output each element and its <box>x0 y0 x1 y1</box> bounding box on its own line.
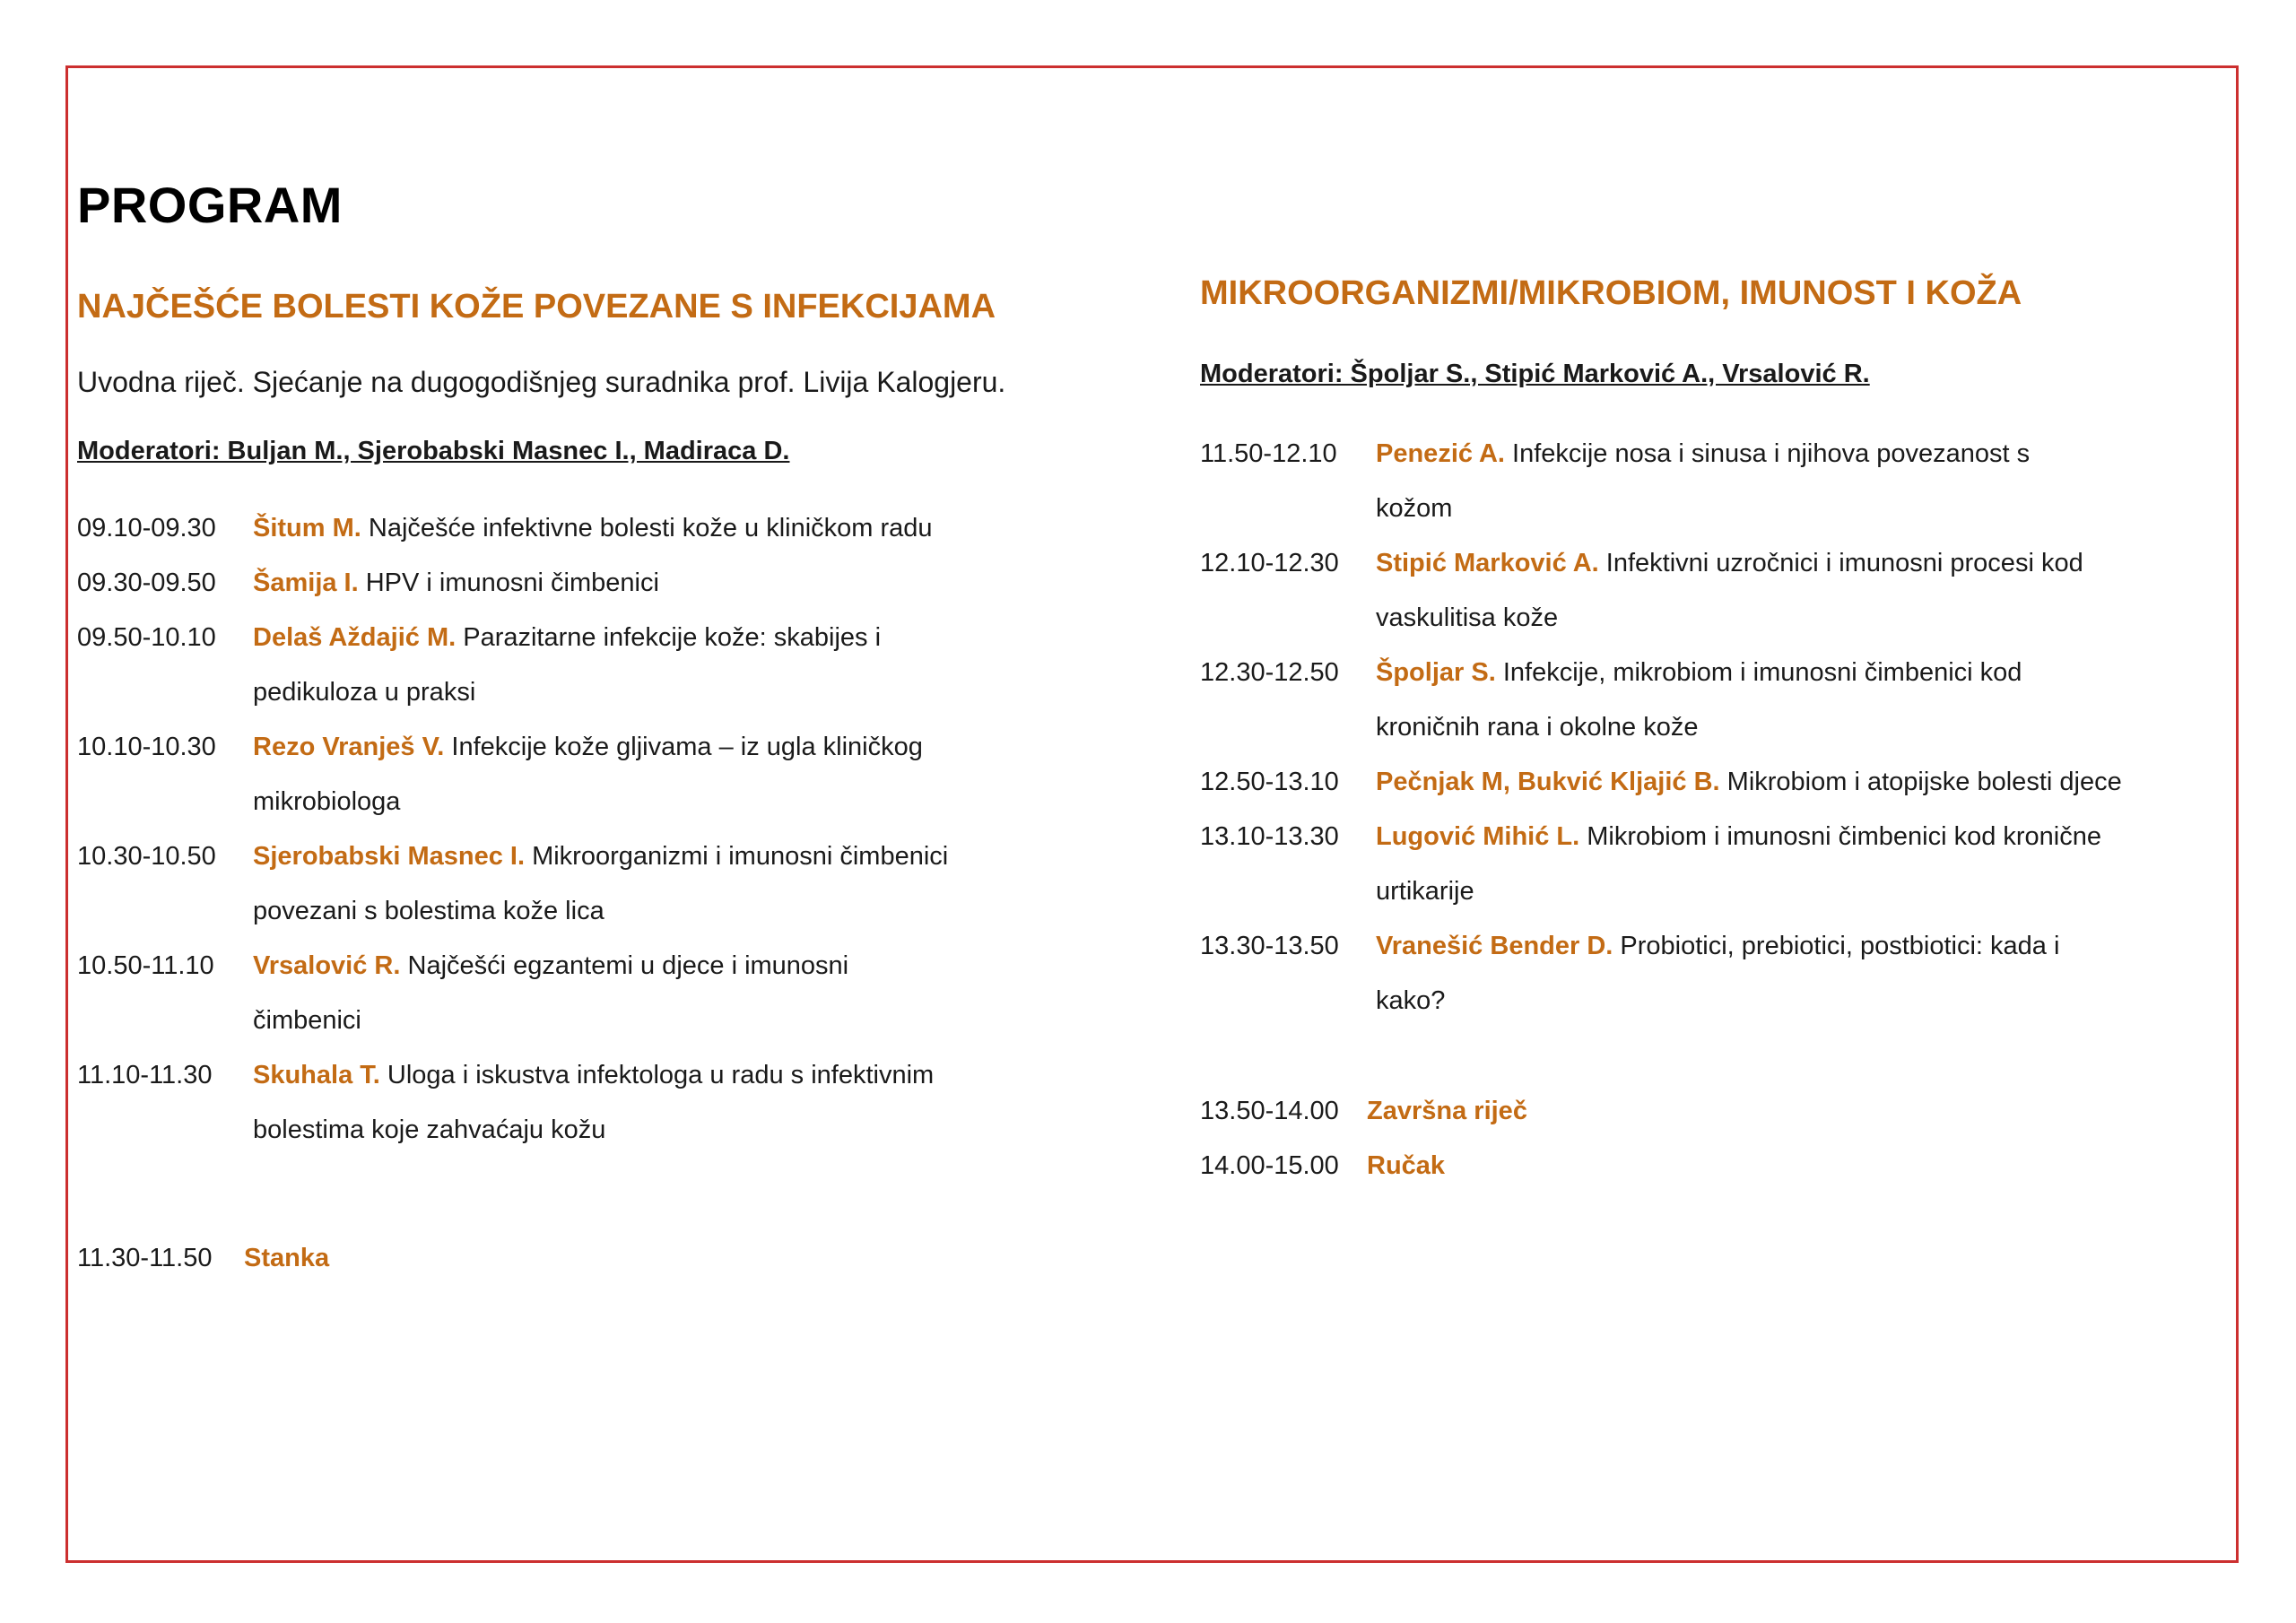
schedule-item <box>77 720 1153 829</box>
speaker-name: Lugović Mihić L. <box>1376 822 1580 852</box>
schedule-item <box>1200 755 2240 810</box>
schedule-time: 10.30-10.50 <box>77 841 216 871</box>
speaker-name: Šitum M. <box>253 513 361 542</box>
talk-topic: Mikrobiom i imunosni čimbenici kod kronične urtikarije <box>1376 822 2102 907</box>
schedule-time: 09.10-09.30 <box>77 513 216 542</box>
right-moderators: Moderatori: Špoljar S., Stipić Marković A., Vrsalović R. <box>1200 359 1870 388</box>
schedule-item <box>77 611 1153 720</box>
talk-topic: Mikroorganizmi i imunosni čimbenici povezani s bolestima kože lica <box>253 841 949 925</box>
schedule-time: 11.10-11.30 <box>77 1060 213 1089</box>
schedule-item <box>1200 646 2240 755</box>
schedule-time: 13.30-13.50 <box>1200 932 1339 961</box>
schedule-time: 09.30-09.50 <box>77 568 216 597</box>
closing-list <box>1200 1084 2240 1193</box>
schedule-item <box>1200 810 2240 919</box>
closing-label: Ručak <box>1367 1151 1446 1181</box>
talk-topic: Infekcije kože gljivama – iz ugla kliničkog mikrobiologa <box>253 732 923 816</box>
schedule-item <box>1200 536 2240 646</box>
speaker-name: Pečnjak M, Bukvić Kljajić B. <box>1376 768 1720 797</box>
break-label: Stanka <box>244 1243 330 1272</box>
right-schedule-list <box>1200 427 2240 1028</box>
schedule-time: 10.10-10.30 <box>77 732 216 761</box>
left-section-heading: NAJČEŠĆE BOLESTI KOŽE POVEZANE S INFEKCIJAMA <box>77 288 996 325</box>
talk-topic: Mikrobiom i atopijske bolesti djece <box>1726 768 2122 797</box>
talk-topic: Najčešći egzantemi u djece i imunosni čimbenici <box>253 950 849 1035</box>
schedule-item <box>77 939 1153 1048</box>
speaker-name: Delaš Aždajić M. <box>253 622 457 652</box>
talk-topic: HPV i imunosni čimbenici <box>365 568 659 597</box>
talk-topic: Probiotici, prebiotici, postbiotici: kada i kako? <box>1376 932 2060 1016</box>
speaker-name: Skuhala T. <box>253 1060 380 1089</box>
page-title: PROGRAM <box>77 177 343 233</box>
schedule-item <box>77 829 1153 939</box>
speaker-name: Sjerobabski Masnec I. <box>253 841 526 871</box>
speaker-name: Vrsalović R. <box>253 950 401 980</box>
speaker-name: Vranešić Bender D. <box>1376 932 1613 961</box>
intro-text: Uvodna riječ. Sjećanje na dugogodišnjeg suradnika prof. Livija Kalogjeru. <box>77 365 1006 398</box>
break-item <box>77 1231 1153 1286</box>
speaker-name: Šamija I. <box>253 568 359 597</box>
talk-topic: Infektivni uzročnici i imunosni procesi kod vaskulitisa kože <box>1376 549 2083 633</box>
schedule-time: 10.50-11.10 <box>77 950 214 980</box>
schedule-item <box>1200 427 2240 536</box>
talk-topic: Infekcije nosa i sinusa i njihova povezanost s kožom <box>1376 439 2031 524</box>
right-section-heading: MIKROORGANIZMI/MIKROBIOM, IMUNOST I KOŽA <box>1200 274 2022 312</box>
right-column <box>1200 273 2240 1193</box>
schedule-time: 11.50-12.10 <box>1200 439 1337 469</box>
talk-topic: Parazitarne infekcije kože: skabijes i pedikuloza u praksi <box>253 622 882 707</box>
schedule-item <box>77 501 1153 556</box>
speaker-name: Špoljar S. <box>1376 658 1496 688</box>
talk-topic: Infekcije, mikrobiom i imunosni čimbenici kod kroničnih rana i okolne kože <box>1376 658 2022 742</box>
schedule-time: 12.10-12.30 <box>1200 549 1339 578</box>
schedule-item <box>77 556 1153 611</box>
schedule-time: 12.50-13.10 <box>1200 768 1339 797</box>
speaker-name: Stipić Marković A. <box>1376 549 1599 578</box>
closing-label: Završna riječ <box>1367 1097 1527 1126</box>
schedule-item <box>1200 919 2240 1028</box>
left-column <box>77 287 1153 1286</box>
closing-time: 13.50-14.00 <box>1200 1097 1339 1126</box>
schedule-item <box>77 1048 1153 1158</box>
left-moderators: Moderatori: Buljan M., Sjerobabski Masnec I., Madiraca D. <box>77 437 790 466</box>
schedule-time: 09.50-10.10 <box>77 622 216 652</box>
left-schedule-list <box>77 501 1153 1158</box>
closing-item <box>1200 1139 2240 1193</box>
schedule-time: 12.30-12.50 <box>1200 658 1339 688</box>
schedule-time: 13.10-13.30 <box>1200 822 1339 852</box>
closing-time: 14.00-15.00 <box>1200 1151 1339 1181</box>
speaker-name: Rezo Vranješ V. <box>253 732 445 761</box>
closing-item <box>1200 1084 2240 1139</box>
talk-topic: Najčešće infektivne bolesti kože u kliničkom radu <box>368 513 933 542</box>
break-time: 11.30-11.50 <box>77 1243 213 1272</box>
talk-topic: Uloga i iskustva infektologa u radu s infektivnim bolestima koje zahvaćaju kožu <box>253 1060 935 1144</box>
speaker-name: Penezić A. <box>1376 439 1505 469</box>
